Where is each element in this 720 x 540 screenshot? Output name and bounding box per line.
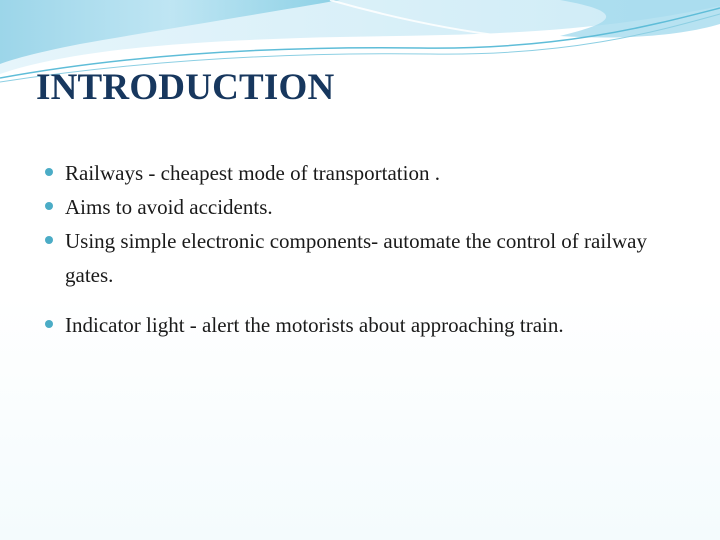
bullet-text: Indicator light - alert the motorists about approaching train. [65, 313, 564, 337]
bullet-text: Railways - cheapest mode of transportation . [65, 161, 440, 185]
bullet-dot-icon [45, 168, 53, 176]
bullet-dot-icon [45, 202, 53, 210]
bullet-item [44, 224, 684, 292]
bullet-text: Aims to avoid accidents. [65, 195, 273, 219]
bullet-dot-icon [45, 236, 53, 244]
bullet-list [44, 156, 684, 342]
bullet-item [44, 190, 684, 224]
bullet-item [44, 156, 684, 190]
bullet-dot-icon [45, 320, 53, 328]
bullet-item [44, 308, 684, 342]
slide-title: INTRODUCTION [36, 67, 335, 108]
bullet-text: Using simple electronic components- automate the control of railway gates. [65, 229, 647, 287]
